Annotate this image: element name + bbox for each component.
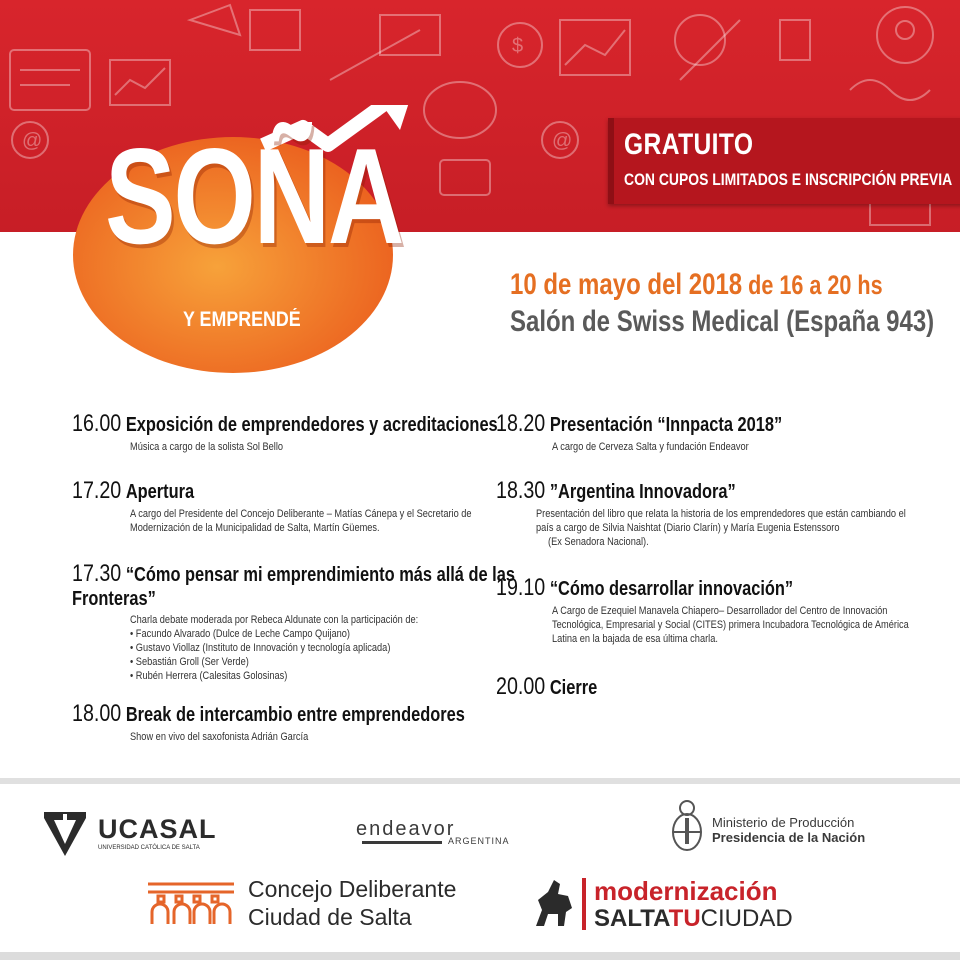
badge-subtitle: CON CUPOS LIMITADOS E INSCRIPCIÓN PREVIA: [624, 170, 953, 189]
program-desc: Tecnológica, Empresarial y Social (CITES) primera Incubadora Tecnológica de América: [552, 619, 909, 631]
modernizacion-tu: TU: [668, 905, 701, 932]
divider: [0, 952, 960, 960]
gaucho-horse-icon: [530, 874, 576, 930]
national-seal-icon: [670, 800, 704, 852]
event-place: Salón de Swiss Medical (España 943): [510, 305, 935, 338]
program-desc: A cargo del Presidente del Concejo Deliberante – Matías Cánepa y el Secretario de: [130, 508, 472, 520]
logo-sub-text: Y EMPRENDÉ: [183, 308, 301, 331]
program-title: Cierre: [549, 677, 598, 699]
event-date-suffix: de 16 a 20 hs: [742, 270, 883, 300]
ucasal-logo-icon: [44, 812, 86, 856]
ministerio-line2: Presidencia de la Nación: [712, 830, 866, 845]
program-time: 18.20: [496, 410, 546, 437]
program-desc: • Facundo Alvarado (Dulce de Leche Campo Quijano): [130, 628, 350, 640]
program-desc: Presentación del libro que relata la historia de los emprendedores que están cambiando el: [536, 508, 906, 520]
program-desc: • Rubén Herrera (Calesitas Golosinas): [130, 670, 288, 682]
program-title: “Cómo desarrollar innovación”: [549, 578, 794, 600]
program-title-cont: Fronteras”: [72, 588, 156, 610]
program-desc: • Sebastián Groll (Ser Verde): [130, 656, 249, 668]
ucasal-sub: UNIVERSIDAD CATÓLICA DE SALTA: [98, 845, 200, 851]
svg-text:@: @: [552, 130, 573, 152]
endeavor-sub: ARGENTINA: [448, 836, 510, 846]
program-desc: A Cargo de Ezequiel Manavela Chiapero– Desarrollador del Centro de Innovación: [552, 605, 888, 617]
program-time: 19.10: [496, 574, 546, 601]
modernizacion-ciudad: CIUDAD: [700, 905, 793, 932]
program-item: [496, 410, 845, 454]
program-time: 20.00: [496, 673, 546, 700]
event-date: [510, 268, 883, 302]
program-time: 16.00: [72, 410, 122, 437]
program-time: 17.30: [72, 560, 122, 587]
concejo-building-icon: [146, 880, 236, 926]
program-desc: (Ex Senadora Nacional).: [548, 536, 649, 548]
modernizacion-line1: modernización: [594, 876, 778, 906]
program-time: 18.30: [496, 477, 546, 504]
program-item: [72, 477, 537, 535]
concejo-line2: Ciudad de Salta: [248, 904, 412, 930]
program-desc: Música a cargo de la solista Sol Bello: [130, 441, 284, 453]
program-desc: A cargo de Cerveza Salta y fundación Endeavor: [552, 441, 749, 453]
event-date-main: 10 de mayo del 2018: [510, 268, 743, 301]
program-item: [72, 700, 551, 744]
modernizacion-salta: SALTA: [594, 905, 669, 932]
modernizacion-line2: [594, 905, 793, 933]
endeavor-name: endeavor: [356, 818, 456, 840]
program-title: “Cómo pensar mi emprendimiento más allá de las: [125, 564, 515, 586]
program-time: 18.00: [72, 700, 122, 727]
divider: [0, 778, 960, 784]
program-title: Exposición de emprendedores y acreditaciones: [125, 414, 498, 436]
program-desc: Charla debate moderada por Rebeca Aldunate con la participación de:: [130, 614, 419, 626]
program-time: 17.20: [72, 477, 122, 504]
ministerio-line1: Ministerio de Producción: [712, 815, 855, 830]
program-item: [496, 673, 619, 701]
svg-text:@: @: [22, 130, 43, 152]
svg-text:$: $: [512, 35, 524, 57]
logo-main-text: SOÑA: [105, 120, 403, 272]
program-desc: Show en vivo del saxofonista Adrián García: [130, 731, 309, 743]
program-title: ”Argentina Innovadora”: [549, 481, 736, 503]
program-item: [496, 477, 960, 549]
badge-title: GRATUITO: [624, 128, 754, 161]
program-item: [496, 574, 960, 646]
program-title: Presentación “Innpacta 2018”: [549, 414, 783, 436]
ucasal-name: UCASAL: [98, 814, 217, 844]
program-desc: Latina en la bajada de esa última charla.: [552, 633, 718, 645]
concejo-line1: Concejo Deliberante: [248, 876, 457, 902]
modernizacion-bar: [582, 878, 586, 930]
program-title: Break de intercambio entre emprendedores: [125, 704, 465, 726]
endeavor-bar: [362, 841, 442, 844]
program-desc: • Gustavo Viollaz (Instituto de Innovación y tecnología aplicada): [130, 642, 391, 654]
program-desc: país a cargo de Silvia Naishtat (Diario Clarín) y María Eugenia Estenssoro: [536, 522, 840, 534]
program-desc: Modernización de la Municipalidad de Salta, Martín Güemes.: [130, 522, 380, 534]
program-title: Apertura: [125, 481, 195, 503]
